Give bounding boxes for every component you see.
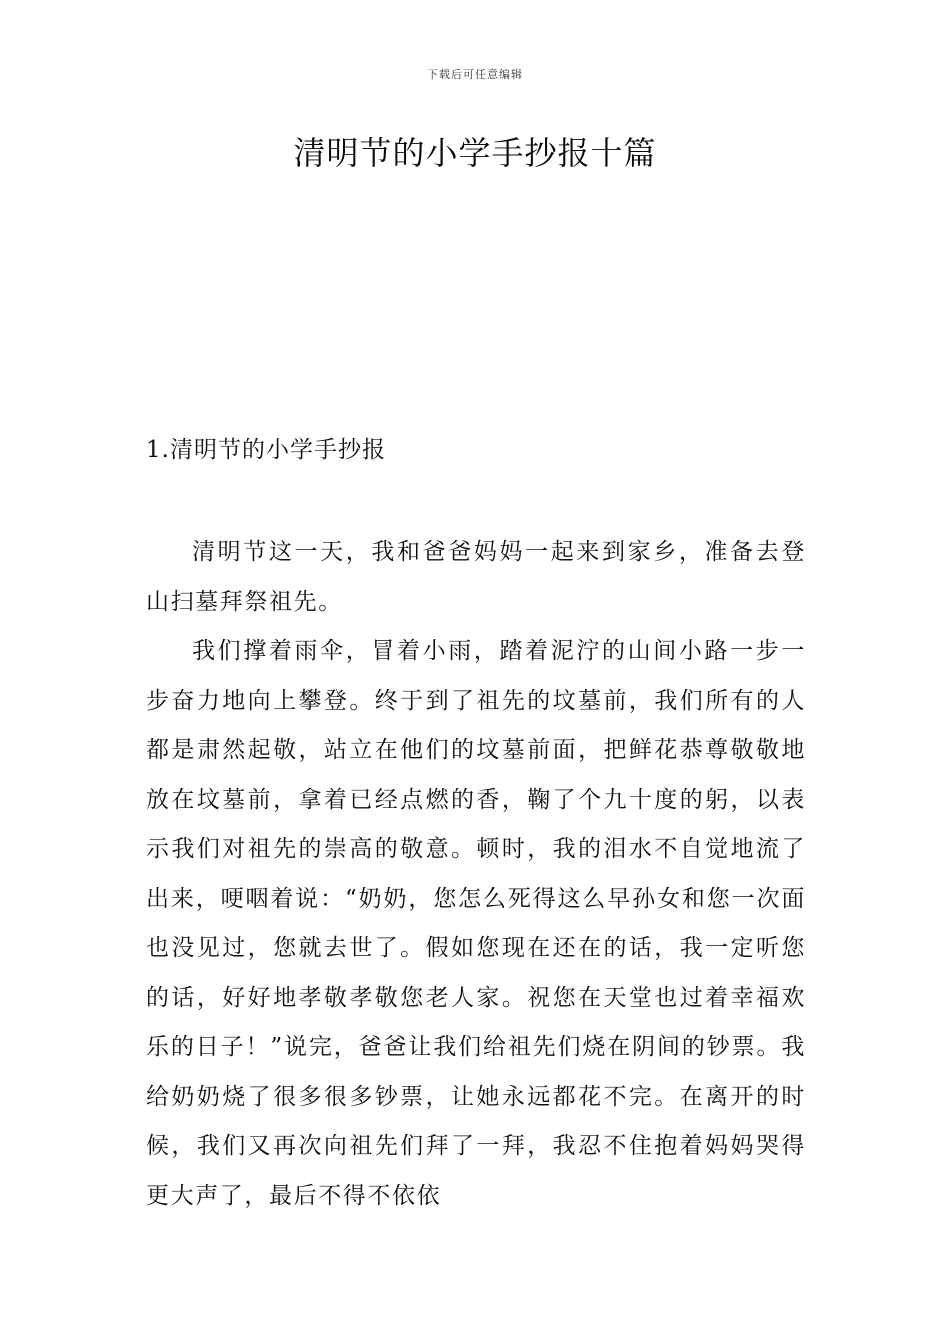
section-heading: 1.清明节的小学手抄报 [146,437,386,463]
header-note: 下载后可任意编辑 [427,68,523,81]
paragraph: 清明节这一天，我和爸爸妈妈一起来到家乡，准备去登山扫墓拜祭祖先。 [146,539,806,615]
article-body [146,528,806,1221]
document-title: 清明节的小学手抄报十篇 [293,134,657,172]
paragraph: 我们撑着雨伞，冒着小雨，踏着泥泞的山间小路一步一步奋力地向上攀登。终于到了祖先的坟墓前，我们所有的人都是肃然起敬，站立在他们的坟墓前面，把鲜花恭尊敬敬地放在坟墓前，拿着已经点燃的香，鞠了个九十度的躬，以表示我们对祖先的崇高的敬意。顿时，我的泪水不自觉地流了出来，哽咽着说：“奶奶，您怎么死得这么早孙女和您一次面也没见过，您就去世了。假如您现在还在的话，我一定听您的话，好好地孝敬孝敬您老人家。祝您在天堂也过着幸福欢乐的日子！”说完，爸爸让我们给祖先们烧在阴间的钞票。我给奶奶烧了很多很多钞票，让她永远都花不完。在离开的时候，我们又再次向祖先们拜了一拜，我忍不住抱着妈妈哭得更大声了，最后不得不依依 [146,638,806,1209]
